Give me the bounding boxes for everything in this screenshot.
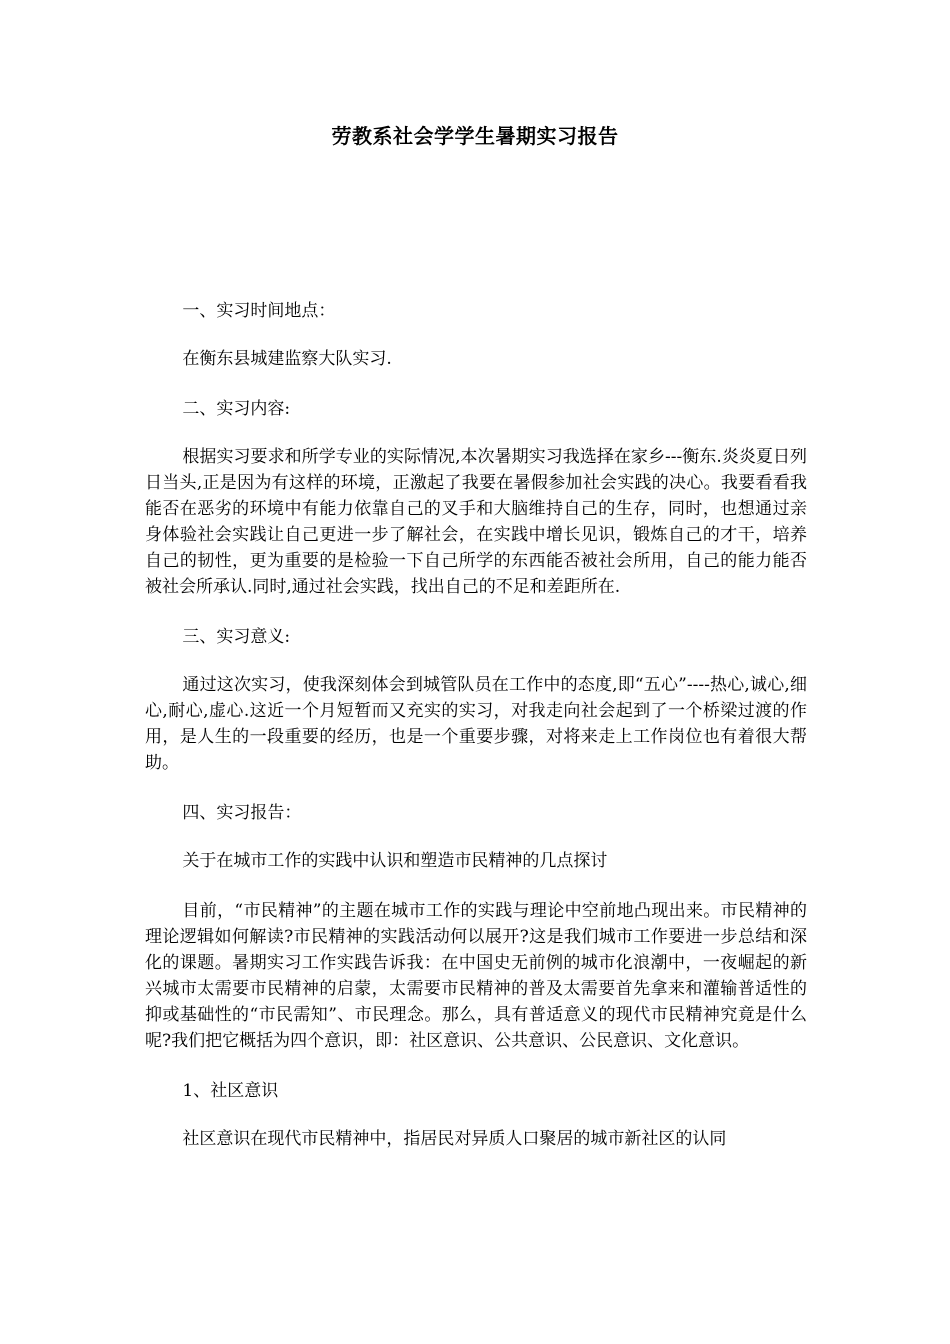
paragraph-content: 根据实习要求和所学专业的实际情况,本次暑期实习我选择在家乡---衡东.炎炎夏日列日当头,正是因为有这样的环境，正激起了我要在暑假参加社会实践的决心。我要看看我能否在恶劣的环境中有能力依靠自己的叉手和大脑维持自己的生存，同时，也想通过亲身体验社会实践让自己更进一步了解社会，在实践中增长见识，锻炼自己的才干，培养自己的韧性，更为重要的是检验一下自己所学的东西能否被社会所用，自己的能力能否被社会所承认.同时,通过社会实践，找出自己的不足和差距所在. [145, 447, 807, 597]
report-subtitle: 关于在城市工作的实践中认识和塑造市民精神的几点探讨 [182, 851, 608, 871]
section-heading-time-place: 一、实习时间地点： [182, 301, 336, 321]
document-body [145, 298, 807, 1152]
section-heading-report: 四、实习报告： [182, 803, 302, 823]
document-title: 劳教系社会学学生暑期实习报告 [331, 124, 619, 148]
paragraph-community: 社区意识在现代市民精神中，指居民对异质人口聚居的城市新社区的认同 [182, 1129, 727, 1149]
section-heading-significance: 三、实习意义: [182, 627, 291, 647]
section-heading-content: 二、实习内容: [182, 399, 291, 419]
paragraph-place: 在衡东县城建监察大队实习. [182, 349, 392, 369]
paragraph-report-intro: 目前，“市民精神”的主题在城市工作的实践与理论中空前地凸现出来。市民精神的理论逻辑如何解读?市民精神的实践活动何以展开?这是我们城市工作要进一步总结和深化的课题。暑期实习工作实践告诉我：在中国史无前例的城市化浪潮中，一夜崛起的新兴城市太需要市民精神的启蒙，太需要市民精神的普及太需要首先拿来和灌输普适性的抑或基础性的“市民需知”、市民理念。那么，具有普适意义的现代市民精神究竟是什么呢?我们把它概括为四个意识，即：社区意识、公共意识、公民意识、文化意识。 [145, 901, 807, 1051]
subsection-heading-community: 1、社区意识 [182, 1081, 279, 1101]
paragraph-significance: 通过这次实习，使我深刻体会到城管队员在工作中的态度,即“五心”----热心,诚心,细心,耐心,虚心.这近一个月短暂而又充实的实习，对我走向社会起到了一个桥梁过渡的作用，是人生的一段重要的经历，也是一个重要步骤，对将来走上工作岗位也有着很大帮助。 [145, 675, 807, 773]
